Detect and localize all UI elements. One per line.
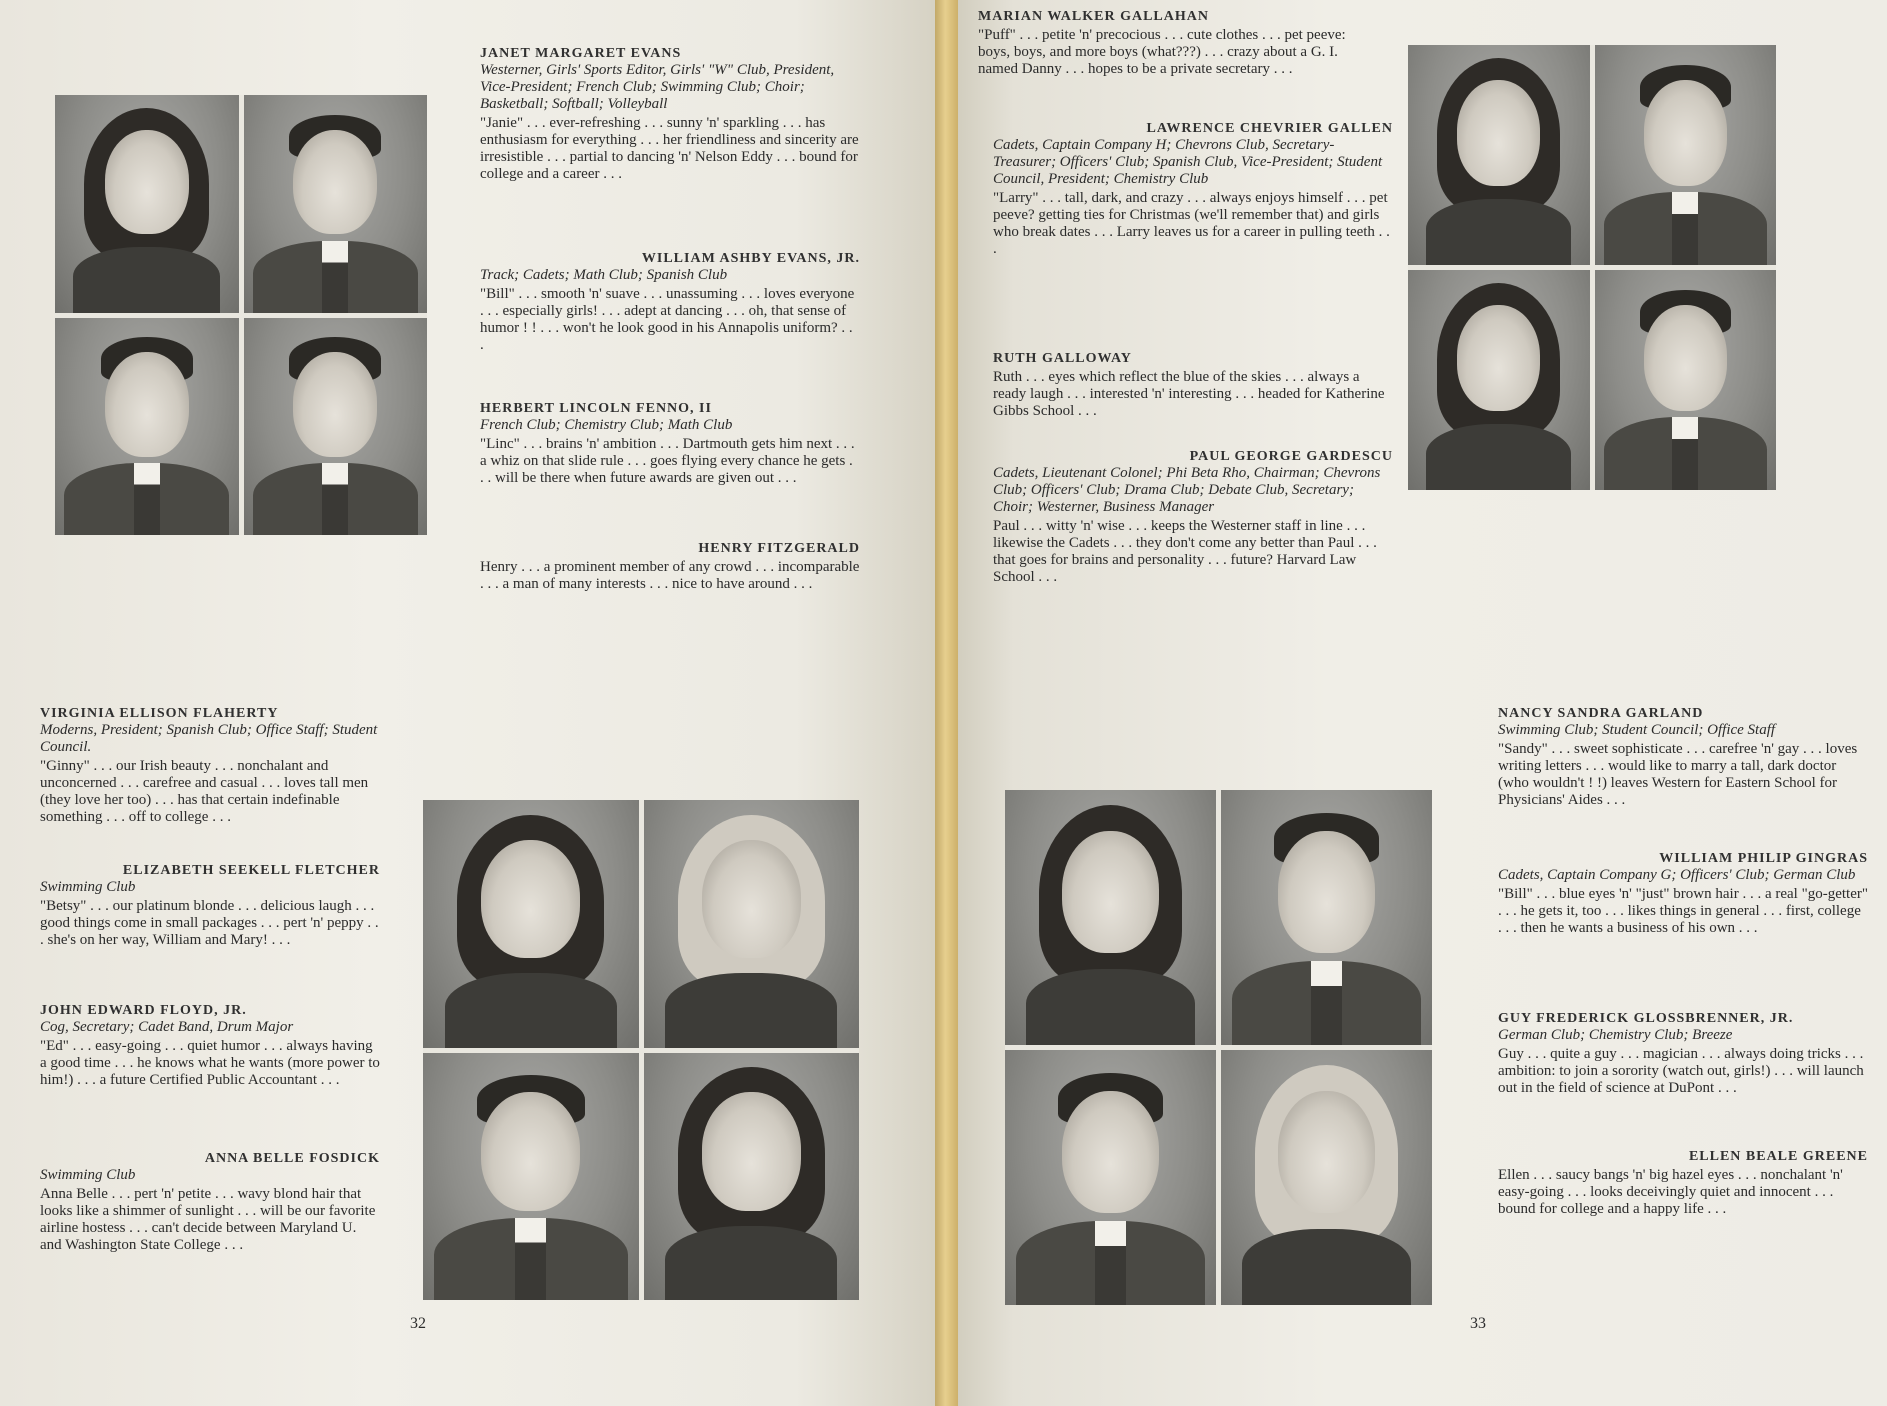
photo-grid-top <box>55 95 427 535</box>
student-clubs: Cadets, Lieutenant Colonel; Phi Beta Rho, Chairman; Chevrons Club; Officers' Club; Drama Club; Debate Club, Secretary; Choir; Westerner, Business Manager <box>993 465 1381 515</box>
student-name: LAWRENCE CHEVRIER GALLEN <box>1146 121 1393 136</box>
student-name: JOHN EDWARD FLOYD, JR. <box>40 1003 247 1018</box>
entry-evans-william <box>480 250 860 354</box>
entry-gardescu <box>993 448 1393 586</box>
student-bio: "Linc" . . . brains 'n' ambition . . . Dartmouth gets him next . . . a whiz on that slide rule . . . goes flying every chance he gets . . . will be there when future awards are given out . . . <box>480 436 855 486</box>
student-name: PAUL GEORGE GARDESCU <box>1189 449 1393 464</box>
student-name: WILLIAM PHILIP GINGRAS <box>1659 851 1868 866</box>
right-page <box>958 0 1887 1406</box>
portrait-photo <box>1005 1050 1216 1305</box>
student-bio: Henry . . . a prominent member of any crowd . . . incomparable . . . a man of many interests . . . nice to have around . . . <box>480 559 860 592</box>
student-bio: Ellen . . . saucy bangs 'n' big hazel eyes . . . nonchalant 'n' easy-going . . . looks deceivingly quiet and innocent . . . bound for college and a happy life . . . <box>1498 1167 1843 1217</box>
student-bio: "Janie" . . . ever-refreshing . . . sunny 'n' sparkling . . . has enthusiasm for everything . . . her friendliness and sincerity are irresistible . . . partial to dancing 'n' Nelson Eddy . . . bound for college and a career . . . <box>480 115 859 182</box>
portrait-photo <box>244 95 428 313</box>
student-name: RUTH GALLOWAY <box>993 351 1132 366</box>
portrait-photo <box>244 318 428 536</box>
photo-grid-bottom <box>423 800 859 1300</box>
photo-grid-bottom <box>1005 790 1432 1305</box>
page-number: 32 <box>410 1315 426 1332</box>
portrait-photo <box>644 1053 860 1301</box>
photo-grid-top <box>1408 45 1776 490</box>
student-clubs: French Club; Chemistry Club; Math Club <box>480 417 733 433</box>
entry-garland <box>1498 705 1868 809</box>
student-clubs: Moderns, President; Spanish Club; Office Staff; Student Council. <box>40 722 378 755</box>
portrait-photo <box>644 800 860 1048</box>
student-bio: Anna Belle . . . pert 'n' petite . . . wavy blond hair that looks like a shimmer of sunlight . . . will be our favorite airline hostess . . . can't decide between Maryland U. and Washington State College . . . <box>40 1186 376 1253</box>
entry-fletcher <box>40 862 380 949</box>
portrait-photo <box>55 95 239 313</box>
portrait-photo <box>1595 45 1777 265</box>
entry-fitzgerald <box>480 540 860 593</box>
entry-flaherty <box>40 705 380 826</box>
entry-gingras <box>1498 850 1868 937</box>
book-gutter <box>935 0 958 1406</box>
student-bio: "Betsy" . . . our platinum blonde . . . delicious laugh . . . good things come in small packages . . . pert 'n' peppy . . . she's on her way, William and Mary! . . . <box>40 898 379 948</box>
student-clubs: Cadets, Captain Company H; Chevrons Club, Secretary-Treasurer; Officers' Club; Spanish Club, Vice-President; Student Council, President; Chemistry Club <box>993 137 1383 187</box>
student-clubs: Swimming Club <box>40 1167 136 1183</box>
student-clubs: German Club; Chemistry Club; Breeze <box>1498 1027 1733 1043</box>
entry-gallahan <box>978 8 1378 78</box>
student-name: HENRY FITZGERALD <box>698 541 860 556</box>
student-clubs: Swimming Club <box>40 879 136 895</box>
entry-fosdick <box>40 1150 380 1254</box>
student-name: ELLEN BEALE GREENE <box>1688 1149 1868 1164</box>
portrait-photo <box>1408 45 1590 265</box>
student-bio: "Ginny" . . . our Irish beauty . . . nonchalant and unconcerned . . . carefree and casual . . . loves tall men (they love her too) . . . has that certain indefinable something . . . off to college . . . <box>40 758 369 825</box>
student-name: MARIAN WALKER GALLAHAN <box>978 9 1209 24</box>
portrait-photo <box>1221 1050 1432 1305</box>
student-bio: "Bill" . . . smooth 'n' suave . . . unassuming . . . loves everyone . . . especially girls! . . . adept at dancing . . . oh, that sense of humor ! ! . . . won't he look good in his Annapolis uniform? . . . <box>480 286 855 353</box>
portrait-photo <box>1408 270 1590 490</box>
student-clubs: Track; Cadets; Math Club; Spanish Club <box>480 267 728 283</box>
page-number: 33 <box>1470 1315 1486 1332</box>
portrait-photo <box>423 1053 639 1301</box>
student-bio: "Bill" . . . blue eyes 'n' "just" brown hair . . . a real "go-getter" . . . he gets it, too . . . likes things in general . . . first, college . . . then he wants a business of his own . . . <box>1498 886 1868 936</box>
student-name: NANCY SANDRA GARLAND <box>1498 706 1704 721</box>
entry-evans-janet <box>480 45 860 183</box>
student-name: VIRGINIA ELLISON FLAHERTY <box>40 706 279 721</box>
portrait-photo <box>423 800 639 1048</box>
student-bio: Guy . . . quite a guy . . . magician . . . always doing tricks . . . ambition: to join a sorority (watch out, girls!) . . . will launch out in the field of science at DuPont . . . <box>1498 1046 1864 1096</box>
student-clubs: Swimming Club; Student Council; Office Staff <box>1498 722 1776 738</box>
student-bio: "Sandy" . . . sweet sophisticate . . . carefree 'n' gay . . . loves writing letters . . . would like to marry a tall, dark doctor (who wouldn't ! !) leaves Western for Eastern School for Physicians' Aides . . . <box>1498 741 1858 808</box>
left-page <box>0 0 935 1406</box>
student-name: HERBERT LINCOLN FENNO, II <box>480 401 712 416</box>
student-name: ANNA BELLE FOSDICK <box>204 1151 380 1166</box>
entry-galloway <box>993 350 1393 420</box>
student-clubs: Westerner, Girls' Sports Editor, Girls' "W" Club, President, Vice-President; French Club; Swimming Club; Choir; Basketball; Softball; Volleyball <box>480 62 835 112</box>
portrait-photo <box>1595 270 1777 490</box>
student-bio: "Puff" . . . petite 'n' precocious . . . cute clothes . . . pet peeve: boys, boys, and more boys (what???) . . . crazy about a G. I. named Danny . . . hopes to be a private secretary . . . <box>978 27 1346 77</box>
portrait-photo <box>55 318 239 536</box>
student-clubs: Cog, Secretary; Cadet Band, Drum Major <box>40 1019 294 1035</box>
student-name: WILLIAM ASHBY EVANS, JR. <box>641 251 860 266</box>
entry-floyd <box>40 1002 380 1089</box>
student-name: GUY FREDERICK GLOSSBRENNER, JR. <box>1498 1011 1794 1026</box>
student-name: ELIZABETH SEEKELL FLETCHER <box>122 863 380 878</box>
portrait-photo <box>1005 790 1216 1045</box>
student-bio: Ruth . . . eyes which reflect the blue of the skies . . . always a ready laugh . . . interested 'n' interesting . . . headed for Katherine Gibbs School . . . <box>993 369 1385 419</box>
student-bio: "Larry" . . . tall, dark, and crazy . . . always enjoys himself . . . pet peeve? getting ties for Christmas (we'll remember that) and girls who break dates . . . Larry leaves us for a career in pulling teeth . . . <box>993 190 1390 257</box>
entry-glossbrenner <box>1498 1010 1868 1097</box>
student-bio: "Ed" . . . easy-going . . . quiet humor . . . always having a good time . . . he knows what he wants (more power to him!) . . . a future Certified Public Accountant . . . <box>40 1038 380 1088</box>
entry-gallen <box>993 120 1393 258</box>
portrait-photo <box>1221 790 1432 1045</box>
student-bio: Paul . . . witty 'n' wise . . . keeps the Westerner staff in line . . . likewise the Cadets . . . they don't come any better than Paul . . . that goes for brains and personality . . . future? Harvard Law School . . . <box>993 518 1377 585</box>
student-clubs: Cadets, Captain Company G; Officers' Club; German Club <box>1498 867 1856 883</box>
entry-greene <box>1498 1148 1868 1218</box>
student-name: JANET MARGARET EVANS <box>480 46 682 61</box>
entry-fenno <box>480 400 860 487</box>
